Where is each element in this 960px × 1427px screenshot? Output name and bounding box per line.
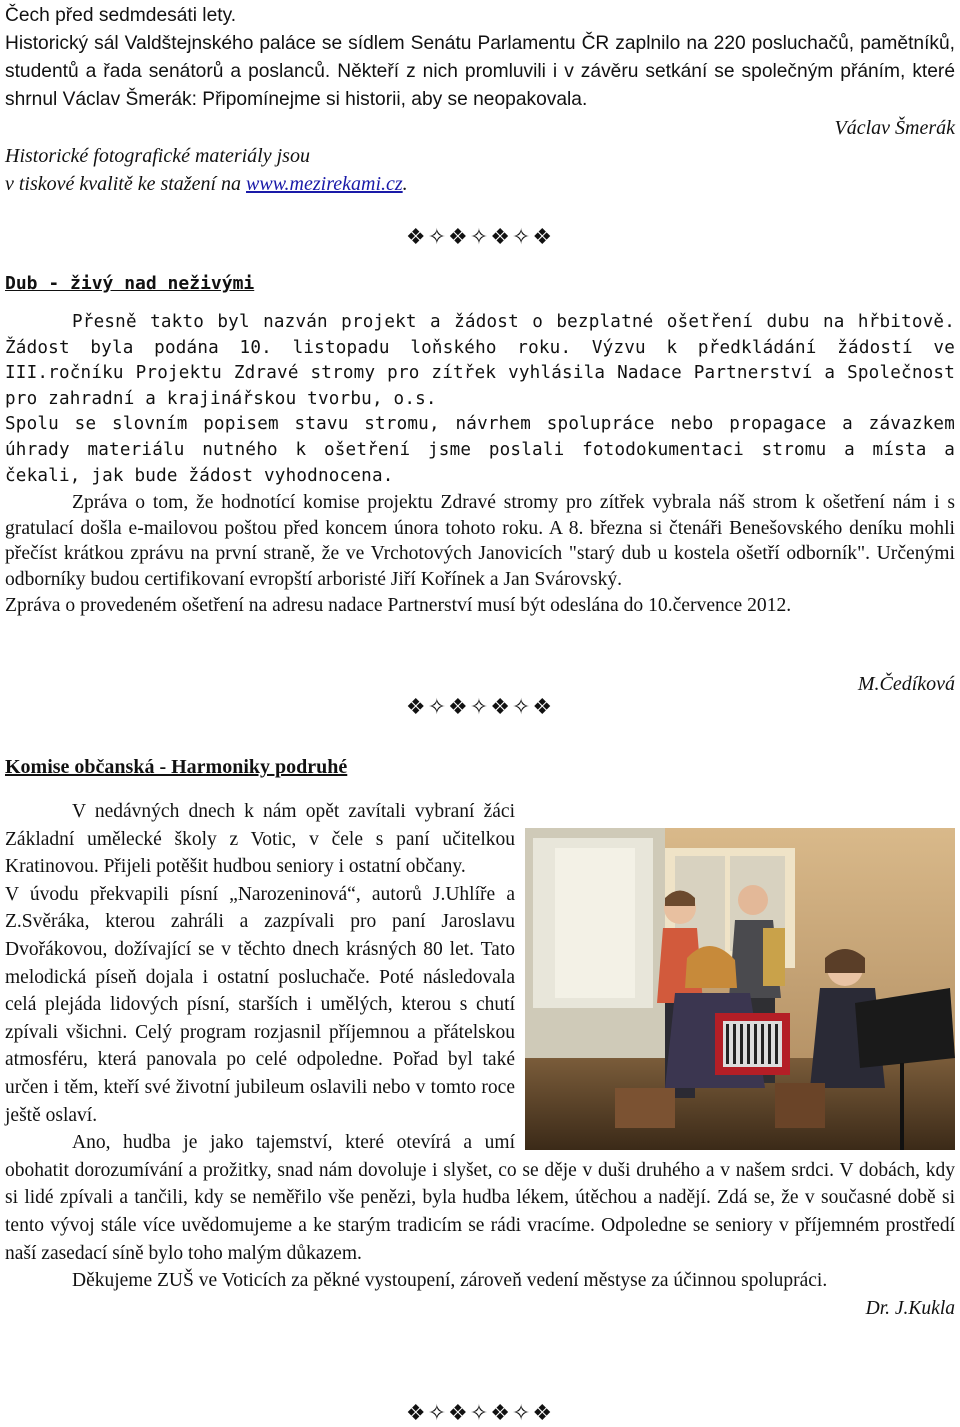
paragraph: Ano, hudba je jako tajemství, které otevírá a umí obohatit dorozumívání a prožitky, snad nám dovoluje i slyšet, co se děje v duši druhého a v našem srdci. V dobách, kdy si lidé zpívali a tančili, kdy se neměřilo vše penězi, byla hudba lékem, útěchou a nadějí. Zdá se, že v současné době si tento vývoj stále více uvědomujeme a ke starým tradicím se rádi vracíme. Odpoledne se seniory v příjemném prostředí naší zasedací síně bylo toho malým důkazem. [5,1132,955,1264]
section-heading: Dub - živý nad neživými [5,273,255,294]
paragraph: Děkujeme ZUŠ ve Voticích za pěkné vystoupení, zároveň vedení městyse za účinnou spolupráci. [72,1270,828,1292]
article-body [5,798,955,1322]
paragraph: Čech před sedmdesáti lety. [5,5,237,26]
accordion-concert-photo [525,828,955,1150]
article-end-section [5,2,955,198]
paragraph: Historický sál Valdštejnského paláce se sídlem Senátu Parlamentu ČR zaplnilo na 220 posluchačů, pamětníků, studentů a řada senátorů a poslanců. Někteří z nich promluvili i v závěru setkání se společným přáním, které shrnul Václav Šmerák: Připomínejme si historii, aby se neopakovala. [5,33,955,110]
ornament-divider: ❖✧❖✧❖✧❖ [405,695,555,720]
paragraph: Zpráva o tom, že hodnotící komise projektu Zdravé stromy pro zítřek vybrala náš strom k ošetření nám i s gratulací došla e-mailovou poštou před koncem února tohoto roku. A 8. března si čtenáři Benešovského deníku mohli přečíst krátkou zprávu na první straně, že ve Vrchotových Janovicích "starý dub u kostela ošetří odborník". Určenými odborníky budou certifikovaní evropští arboristé Jiří Kořínek a Jan Svárovský. [5,492,955,591]
paragraph: Zpráva o provedeném ošetření na adresu nadace Partnerství musí být odeslána do 10.července 2012. [5,594,792,616]
signature: M.Čedíková [857,673,955,695]
signature: Václav Šmerák [834,117,955,139]
note-text: v tiskové kvalitě ke stažení na [5,173,247,195]
signature: Dr. J.Kukla [865,1297,955,1319]
paragraph: V nedávných dnech k nám opět zavítali vybraní žáci Základní umělecké školy z Votic, v čele s paní učitelkou Kratinovou. Přijeli potěšit hudbou seniory i ostatní občany. [5,801,515,878]
note-line: Historické fotografické materiály jsou [5,145,310,167]
paragraph: V úvodu překvapili písní „Narozeninová“, autorů J.Uhlíře a Z.Svěráka, kterou zahráli a zazpívali pro paní Jaroslavu Dvořákovou, dožívající se v těchto dnech krásných 80 let. Tato melodická píseň dojala i ostatní posluchače. Poté následovala celá plejáda lidových písní, starších i umělých, kterou s chutí zpívali všichni. Celý program rozjasnil příjemnou a přátelskou atmosféru, která panovala po celé odpoledne. Pořad byl také určen i těm, kteří své životní jubileum oslavili nebo v tomto roce ještě oslaví. [5,883,515,1126]
ornament-divider: ❖✧❖✧❖✧❖ [405,1401,555,1426]
ornament-divider: ❖✧❖✧❖✧❖ [405,225,555,250]
paragraph: Spolu se slovním popisem stavu stromu, návrhem spolupráce nebo propagace a závazkem úhrady materiálu nutného k ošetření jsme poslali fotodokumentaci stromu a místa a čekali, jak bude žádost vyhodnocena. [5,414,955,486]
article-body-serif [5,490,955,619]
paragraph: Přesně takto byl nazván projekt a žádost o bezplatné ošetření dubu na hřbitově. Žádost byla podána 10. listopadu loňského roku. Výzvu k předkládání žádostí ve III.ročníku Projektu Zdravé stromy pro zítřek vyhlásila Nadace Partnerství a Společnost pro zahradní a krajinářskou tvorbu, o.s. [5,312,955,409]
article-body [5,310,955,489]
note-text: . [402,173,408,195]
section-heading: Komise občanská - Harmoniky podruhé [5,756,348,778]
website-link[interactable]: www.mezirekami.cz [246,173,403,195]
photo-frame [525,828,955,1150]
note-line [5,170,955,198]
